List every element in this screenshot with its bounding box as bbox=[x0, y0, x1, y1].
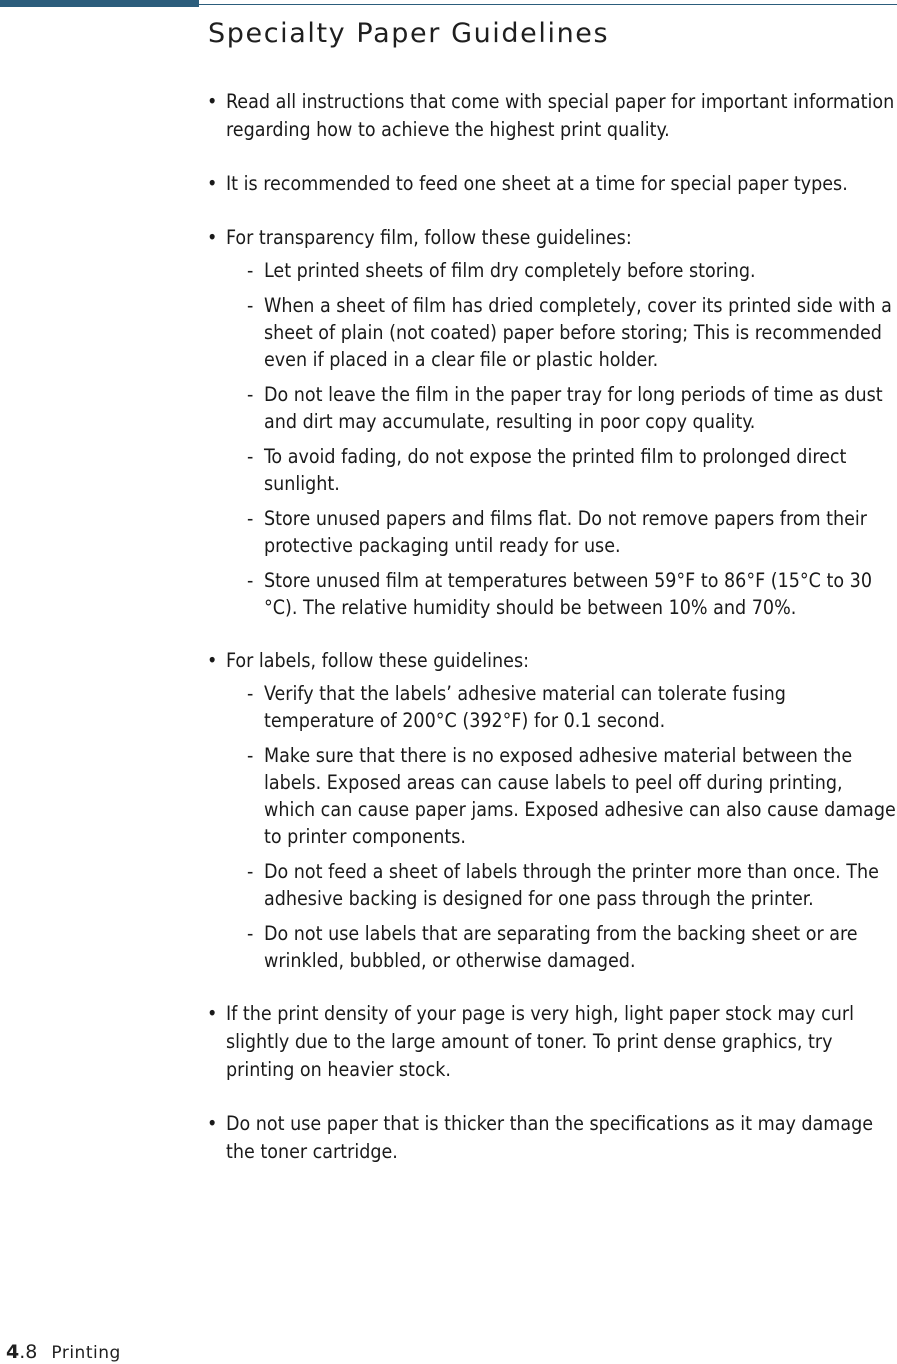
dash-icon: - bbox=[247, 860, 254, 883]
page-index: .8 bbox=[19, 1341, 38, 1363]
sub-guideline-item bbox=[226, 680, 897, 734]
guideline-text: Read all instructions that come with special paper for important information regarding how to achieve the highest print quality. bbox=[226, 90, 895, 141]
sub-guideline-list bbox=[226, 257, 897, 621]
guidelines-list bbox=[207, 88, 897, 1192]
sub-guideline-text: Make sure that there is no exposed adhesive material between the labels. Exposed areas can cause labels to peel off during printing, which can cause paper jams. Exposed adhesive can also cause damage to printer components. bbox=[264, 744, 896, 848]
sub-guideline-item bbox=[226, 567, 897, 621]
guideline-text: For labels, follow these guidelines: bbox=[226, 649, 530, 672]
chapter-number: 4 bbox=[6, 1341, 20, 1363]
guideline-item bbox=[207, 1000, 897, 1084]
guideline-item bbox=[207, 88, 897, 144]
page-number bbox=[6, 1341, 37, 1363]
sub-guideline-text: Do not use labels that are separating from the backing sheet or are wrinkled, bubbled, or otherwise damaged. bbox=[264, 922, 858, 972]
sub-guideline-text: Let printed sheets of film dry completely before storing. bbox=[264, 259, 756, 282]
sub-guideline-item bbox=[226, 505, 897, 559]
bullet-icon: • bbox=[207, 90, 218, 113]
bullet-icon: • bbox=[207, 1112, 218, 1135]
sub-guideline-text: Do not feed a sheet of labels through the printer more than once. The adhesive backing is designed for one pass through the printer. bbox=[264, 860, 879, 910]
dash-icon: - bbox=[247, 682, 254, 705]
dash-icon: - bbox=[247, 259, 254, 282]
guideline-text: It is recommended to feed one sheet at a time for special paper types. bbox=[226, 172, 848, 195]
page-title: Specialty Paper Guidelines bbox=[208, 18, 610, 49]
header-rule-thin bbox=[199, 4, 897, 5]
dash-icon: - bbox=[247, 569, 254, 592]
sub-guideline-item bbox=[226, 920, 897, 974]
sub-guideline-text: Store unused papers and films flat. Do not remove papers from their protective packaging until ready for use. bbox=[264, 507, 867, 557]
dash-icon: - bbox=[247, 294, 254, 317]
bullet-icon: • bbox=[207, 649, 218, 672]
dash-icon: - bbox=[247, 383, 254, 406]
guideline-item bbox=[207, 647, 897, 974]
sub-guideline-text: Verify that the labels’ adhesive material can tolerate fusing temperature of 200°C (392°F) for 0.1 second. bbox=[264, 682, 786, 732]
dash-icon: - bbox=[247, 922, 254, 945]
bullet-icon: • bbox=[207, 172, 218, 195]
guideline-text: For transparency film, follow these guidelines: bbox=[226, 226, 632, 249]
page-footer bbox=[6, 1341, 121, 1363]
sub-guideline-item bbox=[226, 381, 897, 435]
sub-guideline-item bbox=[226, 292, 897, 373]
sub-guideline-list bbox=[226, 680, 897, 974]
guideline-text: Do not use paper that is thicker than the specifications as it may damage the toner cartridge. bbox=[226, 1112, 874, 1163]
header-rule-thick bbox=[0, 0, 199, 7]
sub-guideline-text: Store unused film at temperatures between 59°F to 86°F (15°C to 30 °C). The relative humidity should be between 10% and 70%. bbox=[264, 569, 873, 619]
sub-guideline-item bbox=[226, 257, 897, 284]
sub-guideline-text: When a sheet of film has dried completely, cover its printed side with a sheet of plain (not coated) paper before storing; This is recommended even if placed in a clear file or plastic holder. bbox=[264, 294, 892, 371]
dash-icon: - bbox=[247, 744, 254, 767]
guideline-item bbox=[207, 224, 897, 621]
dash-icon: - bbox=[247, 445, 254, 468]
dash-icon: - bbox=[247, 507, 254, 530]
sub-guideline-item bbox=[226, 858, 897, 912]
guideline-text: If the print density of your page is very high, light paper stock may curl slightly due to the large amount of toner. To print dense graphics, try printing on heavier stock. bbox=[226, 1002, 854, 1081]
sub-guideline-item bbox=[226, 443, 897, 497]
guideline-item bbox=[207, 1110, 897, 1166]
sub-guideline-text: To avoid fading, do not expose the printed film to prolonged direct sunlight. bbox=[264, 445, 847, 495]
sub-guideline-item bbox=[226, 742, 897, 850]
section-name: Printing bbox=[51, 1343, 121, 1363]
sub-guideline-text: Do not leave the film in the paper tray for long periods of time as dust and dirt may accumulate, resulting in poor copy quality. bbox=[264, 383, 883, 433]
bullet-icon: • bbox=[207, 1002, 218, 1025]
guideline-item bbox=[207, 170, 897, 198]
bullet-icon: • bbox=[207, 226, 218, 249]
